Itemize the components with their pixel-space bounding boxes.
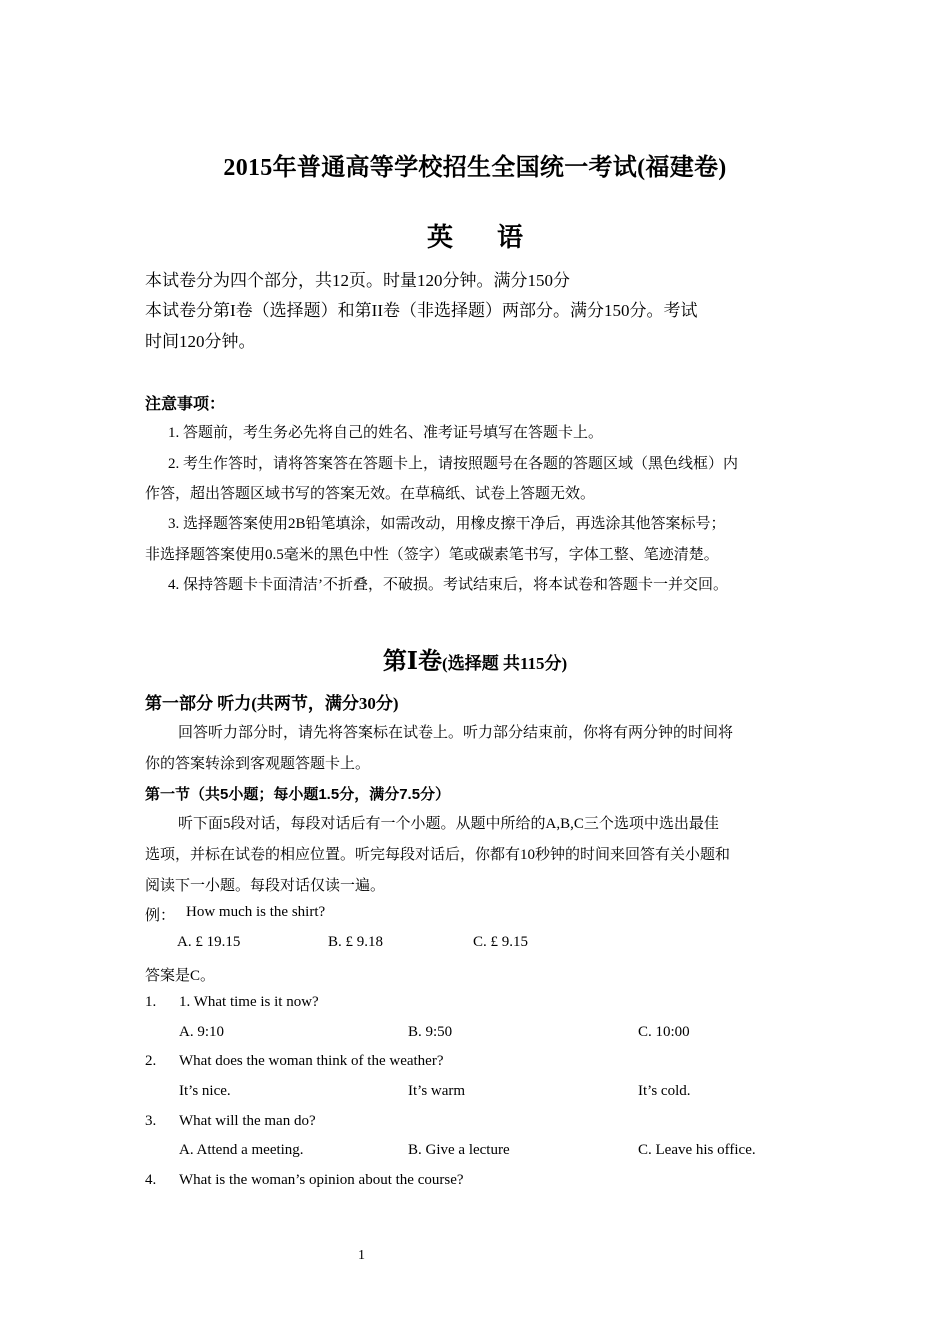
intro-line-3: 时间120分钟。: [145, 332, 256, 351]
part1-desc-b: 你的答案转涂到客观题答题卡上。: [145, 756, 371, 772]
question-1-number: 1.: [145, 994, 157, 1010]
notice-item-4: 4. 保持答题卡卡面清洁’不折叠，不破损。考试结束后，将本试卷和答题卡一并交回。: [168, 577, 728, 593]
section1-heading: 第一节（共5小题；每小题1.5分，满分7.5分）: [145, 786, 451, 803]
page-number: 1: [358, 1248, 365, 1263]
question-1-option-a: A. 9:10: [179, 1024, 224, 1040]
question-1-text: 1. What time is it now?: [179, 994, 319, 1010]
notice-heading: 注意事项：: [145, 396, 226, 413]
notice-item-3b: 非选择题答案使用0.5毫米的黑色中性（签字）笔或碳素笔书写，字体工整、笔迹清楚。: [145, 547, 719, 563]
question-3-number: 3.: [145, 1113, 157, 1129]
question-3-option-b: B. Give a lecture: [408, 1142, 510, 1158]
exam-title: 2015年普通高等学校招生全国统一考试(福建卷): [223, 155, 727, 181]
question-1-option-b: B. 9:50: [408, 1024, 453, 1040]
question-2-number: 2.: [145, 1053, 157, 1069]
section1-desc-c: 阅读下一小题。每段对话仅读一遍。: [145, 878, 386, 894]
part1-heading: 第一部分 听力(共两节，满分30分): [145, 694, 399, 713]
example-option-a: A. £ 19.15: [177, 934, 241, 950]
volume-title-main: 第Ⅰ卷: [382, 649, 443, 675]
question-4-number: 4.: [145, 1172, 157, 1188]
part1-desc-a: 回答听力部分时，请先将答案标在试卷上。听力部分结束前，你将有两分钟的时间将: [178, 725, 734, 741]
section1-desc-a: 听下面5段对话，每段对话后有一个小题。从题中所给的A,B,C三个选项中选出最佳: [178, 816, 719, 832]
question-2-option-b: It’s warm: [408, 1083, 466, 1099]
example-answer: 答案是C。: [145, 968, 216, 984]
notice-item-2a: 2. 考生作答时，请将答案答在答题卡上，请按照题号在各题的答题区域（黑色线框）内: [168, 456, 739, 472]
example-label: 例：: [145, 908, 176, 924]
question-2-option-c: It’s cold.: [638, 1083, 691, 1099]
notice-item-2b: 作答，超出答题区域书写的答案无效。在草稿纸、试卷上答题无效。: [145, 486, 596, 502]
intro-line-2: 本试卷分第I卷（选择题）和第II卷（非选择题）两部分。满分150分。考试: [145, 301, 698, 320]
question-3-text: What will the man do?: [179, 1113, 316, 1129]
question-4-text: What is the woman’s opinion about the course?: [179, 1172, 464, 1188]
subject-title: 英语: [426, 223, 567, 252]
question-1-option-c: C. 10:00: [638, 1024, 690, 1040]
notice-item-1: 1. 答题前，考生务必先将自己的姓名、准考证号填写在答题卡上。: [168, 425, 604, 441]
example-option-c: C. £ 9.15: [473, 934, 529, 950]
question-3-option-c: C. Leave his office.: [638, 1142, 756, 1158]
example-question: How much is the shirt?: [186, 904, 326, 920]
question-3-option-a: A. Attend a meeting.: [179, 1142, 304, 1158]
intro-line-1: 本试卷分为四个部分，共12页。时量120分钟。满分150分: [145, 271, 570, 290]
section1-desc-b: 选项，并标在试卷的相应位置。听完每段对话后，你都有10秒钟的时间来回答有关小题和: [145, 847, 731, 863]
volume-title: [0, 641, 950, 676]
question-2-option-a: It’s nice.: [179, 1083, 231, 1099]
notice-item-3a: 3. 选择题答案使用2B铅笔填涂，如需改动，用橡皮擦干净后，再选涂其他答案标号；: [168, 516, 726, 532]
volume-title-sub: (选择题 共115分): [442, 654, 568, 673]
question-2-text: What does the woman think of the weather?: [179, 1053, 444, 1069]
example-option-b: B. £ 9.18: [328, 934, 384, 950]
